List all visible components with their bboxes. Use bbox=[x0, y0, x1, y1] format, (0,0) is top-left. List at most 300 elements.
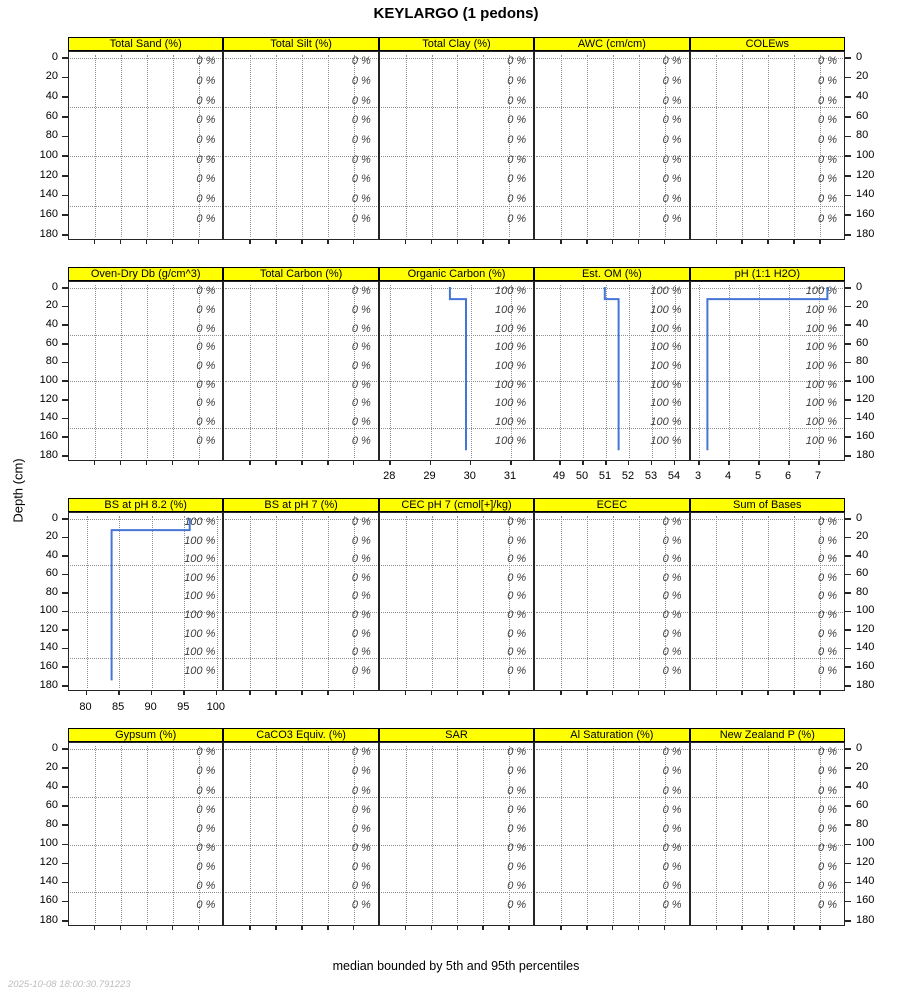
depth-tick-mark bbox=[845, 214, 851, 216]
depth-tick-label: 140 bbox=[856, 875, 875, 888]
x-axis-tick-label: 80 bbox=[79, 701, 92, 713]
footer-caption: median bounded by 5th and 95th percentiles bbox=[332, 959, 580, 973]
depth-tick-label: 0 bbox=[856, 511, 863, 524]
percent-label: 0 % bbox=[351, 646, 371, 659]
percent-label: 0 % bbox=[662, 590, 682, 603]
depth-tick-mark bbox=[62, 195, 68, 197]
x-tick-mark bbox=[664, 240, 666, 244]
percent-label: 100 % bbox=[805, 397, 837, 410]
depth-tick-label: 140 bbox=[39, 875, 58, 888]
percent-label: 0 % bbox=[818, 880, 837, 893]
percent-label: 0 % bbox=[507, 516, 527, 529]
x-tick-mark bbox=[788, 461, 790, 465]
percent-label: 0 % bbox=[351, 285, 371, 298]
strip-label: Organic Carbon (%) bbox=[407, 268, 506, 280]
x-tick-mark bbox=[249, 691, 251, 695]
depth-tick-mark bbox=[62, 324, 68, 326]
x-tick-mark bbox=[405, 691, 407, 695]
percent-label: 0 % bbox=[351, 899, 371, 912]
percent-label: 0 % bbox=[818, 173, 837, 186]
percent-label: 0 % bbox=[196, 880, 216, 893]
percent-label: 0 % bbox=[818, 784, 837, 797]
depth-tick-label: 80 bbox=[856, 585, 869, 598]
depth-tick-label: 160 bbox=[856, 429, 875, 442]
percent-label: 0 % bbox=[351, 303, 371, 316]
depth-tick-mark bbox=[845, 844, 851, 846]
x-tick-mark bbox=[628, 461, 630, 465]
x-tick-mark bbox=[612, 926, 614, 930]
depth-tick-mark bbox=[845, 418, 851, 420]
percent-label: 100 % bbox=[805, 359, 837, 372]
percent-label: 0 % bbox=[196, 322, 216, 335]
depth-tick-mark bbox=[62, 57, 68, 59]
depth-tick-mark bbox=[845, 175, 851, 177]
x-axis-tick-label: 95 bbox=[177, 701, 190, 713]
depth-tick-mark bbox=[62, 629, 68, 631]
percent-label: 0 % bbox=[662, 134, 682, 147]
strip-bs-at-ph-7 bbox=[223, 498, 378, 512]
depth-tick-label: 60 bbox=[856, 336, 869, 349]
percent-label: 0 % bbox=[507, 75, 527, 88]
x-axis-tick-label: 90 bbox=[144, 701, 157, 713]
percent-label: 0 % bbox=[662, 193, 682, 206]
percent-label: 100 % bbox=[805, 341, 837, 354]
strip-cec-ph-7-cmol-kg bbox=[379, 498, 534, 512]
percent-label: 0 % bbox=[662, 55, 682, 68]
strip-label: BS at pH 7 (%) bbox=[264, 499, 338, 511]
depth-tick-label: 0 bbox=[51, 511, 58, 524]
x-tick-mark bbox=[94, 461, 96, 465]
strip-label: BS at pH 8.2 (%) bbox=[104, 499, 187, 511]
percent-label: 0 % bbox=[196, 899, 216, 912]
percent-label: 0 % bbox=[507, 94, 527, 107]
percent-label: 0 % bbox=[351, 860, 371, 873]
x-tick-mark bbox=[275, 461, 277, 465]
x-axis-tick-label: 29 bbox=[423, 470, 436, 482]
depth-tick-label: 60 bbox=[45, 567, 58, 580]
x-tick-mark bbox=[249, 926, 251, 930]
depth-tick-mark bbox=[845, 77, 851, 79]
depth-tick-label: 80 bbox=[45, 355, 58, 368]
depth-tick-label: 0 bbox=[856, 741, 863, 754]
percent-label: 0 % bbox=[662, 94, 682, 107]
panel-al-saturation bbox=[534, 742, 689, 926]
percent-label: 0 % bbox=[507, 880, 527, 893]
grid-line-vertical bbox=[432, 516, 433, 688]
percent-label: 0 % bbox=[818, 646, 837, 659]
panel-gypsum bbox=[68, 742, 223, 926]
x-tick-mark bbox=[664, 691, 666, 695]
strip-label: Total Silt (%) bbox=[270, 38, 332, 50]
strip-label: Est. OM (%) bbox=[581, 268, 642, 280]
depth-tick-label: 100 bbox=[856, 148, 875, 161]
grid-line-vertical bbox=[95, 746, 96, 923]
x-axis-tick-label: 85 bbox=[111, 701, 125, 713]
x-tick-mark bbox=[482, 691, 484, 695]
depth-tick-label: 80 bbox=[856, 817, 869, 830]
percent-label: 0 % bbox=[351, 322, 371, 335]
strip-sar bbox=[379, 728, 534, 742]
depth-tick-mark bbox=[62, 611, 68, 613]
percent-label: 0 % bbox=[196, 303, 216, 316]
x-tick-mark bbox=[275, 926, 277, 930]
percent-label: 0 % bbox=[196, 860, 216, 873]
depth-tick-label: 40 bbox=[45, 89, 58, 102]
x-tick-mark bbox=[651, 461, 653, 465]
percent-label: 0 % bbox=[507, 899, 527, 912]
x-tick-mark bbox=[508, 691, 510, 695]
x-axis-tick-label: 53 bbox=[644, 470, 658, 482]
x-tick-mark bbox=[582, 461, 584, 465]
percent-label: 0 % bbox=[818, 746, 837, 759]
percent-label: 100 % bbox=[184, 646, 216, 659]
x-tick-mark bbox=[510, 461, 512, 465]
x-axis-tick-label: 30 bbox=[463, 470, 476, 482]
percent-label: 0 % bbox=[818, 212, 837, 225]
percent-label: 0 % bbox=[662, 516, 682, 529]
percent-label: 100 % bbox=[650, 378, 682, 391]
x-tick-mark bbox=[470, 461, 472, 465]
strip-label: COLEws bbox=[745, 38, 789, 50]
panel-oven-dry-db-g-cm-3 bbox=[68, 281, 223, 461]
median-profile-line bbox=[379, 281, 534, 461]
depth-tick-label: 20 bbox=[45, 760, 58, 773]
depth-tick-mark bbox=[845, 287, 851, 289]
x-tick-mark bbox=[327, 461, 329, 465]
depth-tick-label: 20 bbox=[856, 760, 869, 773]
percent-label: 100 % bbox=[650, 415, 682, 428]
strip-label: Gypsum (%) bbox=[115, 729, 177, 741]
percent-label: 0 % bbox=[351, 880, 371, 893]
x-tick-mark bbox=[728, 461, 730, 465]
x-tick-mark bbox=[216, 691, 218, 695]
grid-line-vertical bbox=[587, 516, 588, 688]
percent-label: 0 % bbox=[818, 822, 837, 835]
depth-tick-mark bbox=[62, 399, 68, 401]
depth-tick-mark bbox=[62, 77, 68, 79]
percent-label: 0 % bbox=[818, 534, 837, 547]
depth-tick-label: 120 bbox=[856, 168, 875, 181]
percent-label: 0 % bbox=[196, 94, 216, 107]
figure-title: KEYLARGO (1 pedons) bbox=[373, 5, 539, 22]
x-tick-mark bbox=[559, 461, 561, 465]
percent-label: 0 % bbox=[507, 553, 527, 566]
strip-caco3-equiv bbox=[223, 728, 378, 742]
x-tick-mark bbox=[482, 926, 484, 930]
x-tick-mark bbox=[793, 240, 795, 244]
x-tick-mark bbox=[120, 240, 122, 244]
percent-label: 0 % bbox=[196, 822, 216, 835]
depth-tick-mark bbox=[845, 155, 851, 157]
percent-label: 100 % bbox=[184, 516, 216, 529]
percent-label: 0 % bbox=[662, 608, 682, 621]
panel-ecec bbox=[534, 512, 689, 691]
grid-line-vertical bbox=[742, 516, 743, 688]
x-tick-mark bbox=[301, 926, 303, 930]
depth-tick-label: 120 bbox=[39, 622, 58, 635]
percent-label: 0 % bbox=[662, 664, 682, 677]
percent-label: 0 % bbox=[196, 193, 216, 206]
depth-tick-label: 0 bbox=[51, 741, 58, 754]
percent-label: 0 % bbox=[507, 173, 527, 186]
depth-tick-label: 140 bbox=[856, 641, 875, 654]
x-tick-mark bbox=[674, 461, 676, 465]
depth-tick-mark bbox=[62, 234, 68, 236]
strip-label: pH (1:1 H2O) bbox=[734, 268, 800, 280]
depth-tick-label: 20 bbox=[45, 299, 58, 312]
percent-label: 100 % bbox=[494, 322, 527, 335]
depth-tick-mark bbox=[845, 611, 851, 613]
percent-label: 0 % bbox=[351, 415, 371, 428]
percent-label: 0 % bbox=[351, 114, 371, 127]
depth-tick-mark bbox=[845, 901, 851, 903]
x-tick-mark bbox=[819, 240, 821, 244]
x-tick-mark bbox=[146, 926, 148, 930]
depth-tick-label: 40 bbox=[45, 317, 58, 330]
x-tick-mark bbox=[431, 240, 433, 244]
x-axis-tick-label: 50 bbox=[575, 470, 589, 482]
x-tick-mark bbox=[819, 926, 821, 930]
percent-label: 0 % bbox=[507, 784, 527, 797]
depth-tick-label: 80 bbox=[856, 129, 869, 142]
depth-tick-mark bbox=[845, 920, 851, 922]
percent-label: 100 % bbox=[184, 664, 216, 677]
percent-label: 0 % bbox=[818, 516, 837, 529]
median-profile-line bbox=[690, 281, 845, 461]
depth-tick-mark bbox=[845, 863, 851, 865]
percent-label: 0 % bbox=[351, 193, 371, 206]
x-tick-mark bbox=[327, 926, 329, 930]
x-tick-mark bbox=[353, 691, 355, 695]
x-tick-mark bbox=[758, 461, 760, 465]
percent-label: 0 % bbox=[507, 664, 527, 677]
depth-tick-label: 100 bbox=[856, 373, 875, 386]
depth-tick-label: 60 bbox=[856, 798, 869, 811]
depth-tick-mark bbox=[845, 96, 851, 98]
x-tick-mark bbox=[716, 926, 718, 930]
x-tick-mark bbox=[767, 926, 769, 930]
percent-label: 100 % bbox=[184, 534, 216, 547]
x-tick-mark bbox=[353, 461, 355, 465]
grid-line-vertical bbox=[250, 516, 251, 688]
percent-label: 100 % bbox=[650, 397, 682, 410]
percent-label: 0 % bbox=[818, 860, 837, 873]
percent-label: 0 % bbox=[196, 134, 216, 147]
depth-tick-label: 120 bbox=[856, 622, 875, 635]
x-tick-mark bbox=[612, 240, 614, 244]
percent-label: 0 % bbox=[351, 75, 371, 88]
percent-label: 0 % bbox=[351, 173, 371, 186]
x-axis-tick-label: 28 bbox=[383, 470, 396, 482]
percent-label: 0 % bbox=[662, 803, 682, 816]
x-tick-mark bbox=[172, 240, 174, 244]
strip-bs-at-ph-8-2 bbox=[68, 498, 223, 512]
percent-label: 0 % bbox=[351, 664, 371, 677]
depth-tick-label: 100 bbox=[39, 373, 58, 386]
depth-tick-label: 60 bbox=[856, 109, 869, 122]
percent-label: 100 % bbox=[805, 415, 837, 428]
strip-label: AWC (cm/cm) bbox=[577, 38, 646, 50]
x-tick-mark bbox=[560, 926, 562, 930]
x-tick-mark bbox=[172, 926, 174, 930]
percent-label: 0 % bbox=[351, 765, 371, 778]
strip-gypsum bbox=[68, 728, 223, 742]
percent-label: 0 % bbox=[196, 434, 216, 447]
panel-sum-of-bases bbox=[690, 512, 845, 691]
percent-label: 0 % bbox=[662, 822, 682, 835]
percent-label: 0 % bbox=[662, 534, 682, 547]
percent-label: 0 % bbox=[507, 571, 527, 584]
depth-tick-label: 0 bbox=[51, 280, 58, 293]
depth-tick-mark bbox=[845, 748, 851, 750]
percent-label: 0 % bbox=[507, 765, 527, 778]
percent-label: 0 % bbox=[662, 765, 682, 778]
x-axis-tick-label: 6 bbox=[784, 470, 792, 482]
strip-oven-dry-db-g-cm-3 bbox=[68, 267, 223, 281]
depth-tick-mark bbox=[845, 629, 851, 631]
x-axis-tick-label: 7 bbox=[814, 470, 822, 482]
percent-label: 100 % bbox=[650, 359, 682, 372]
depth-tick-mark bbox=[62, 136, 68, 138]
grid-line-vertical bbox=[716, 746, 717, 923]
depth-tick-mark bbox=[62, 418, 68, 420]
grid-line-vertical bbox=[121, 746, 122, 923]
x-tick-mark bbox=[612, 691, 614, 695]
percent-label: 0 % bbox=[196, 803, 216, 816]
x-axis-tick-label: 3 bbox=[694, 470, 702, 482]
depth-tick-label: 20 bbox=[45, 70, 58, 83]
percent-label: 0 % bbox=[196, 784, 216, 797]
percent-label: 0 % bbox=[196, 285, 216, 298]
x-axis-tick-label: 31 bbox=[503, 470, 517, 482]
grid-line-vertical bbox=[250, 55, 251, 237]
x-tick-mark bbox=[741, 926, 743, 930]
depth-tick-mark bbox=[845, 648, 851, 650]
percent-label: 100 % bbox=[494, 378, 527, 391]
depth-tick-label: 60 bbox=[45, 109, 58, 122]
grid-line-vertical bbox=[250, 285, 251, 458]
percent-label: 0 % bbox=[662, 784, 682, 797]
percent-label: 0 % bbox=[818, 553, 837, 566]
depth-tick-mark bbox=[62, 306, 68, 308]
depth-tick-label: 140 bbox=[39, 411, 58, 424]
grid-line-vertical bbox=[276, 746, 277, 923]
depth-tick-label: 140 bbox=[39, 188, 58, 201]
percent-label: 0 % bbox=[818, 899, 837, 912]
depth-tick-mark bbox=[845, 380, 851, 382]
panel-caco3-equiv bbox=[223, 742, 378, 926]
grid-line-vertical bbox=[406, 746, 407, 923]
percent-label: 0 % bbox=[351, 94, 371, 107]
x-tick-mark bbox=[275, 240, 277, 244]
percent-label: 0 % bbox=[818, 803, 837, 816]
x-tick-mark bbox=[353, 926, 355, 930]
grid-line-vertical bbox=[742, 746, 743, 923]
grid-line-vertical bbox=[742, 55, 743, 237]
depth-tick-label: 60 bbox=[45, 336, 58, 349]
percent-label: 100 % bbox=[650, 434, 682, 447]
depth-tick-mark bbox=[845, 882, 851, 884]
depth-tick-mark bbox=[62, 901, 68, 903]
percent-label: 0 % bbox=[507, 746, 527, 759]
depth-tick-label: 180 bbox=[856, 227, 875, 240]
percent-label: 100 % bbox=[805, 285, 837, 298]
grid-line-vertical bbox=[121, 285, 122, 458]
percent-label: 100 % bbox=[805, 303, 837, 316]
x-tick-mark bbox=[638, 691, 640, 695]
x-tick-mark bbox=[275, 691, 277, 695]
depth-tick-label: 80 bbox=[45, 585, 58, 598]
percent-label: 0 % bbox=[662, 173, 682, 186]
x-tick-mark bbox=[94, 240, 96, 244]
percent-label: 0 % bbox=[351, 212, 371, 225]
depth-tick-mark bbox=[62, 537, 68, 539]
depth-tick-label: 40 bbox=[45, 548, 58, 561]
panel-total-sand bbox=[68, 51, 223, 240]
panel-cec-ph-7-cmol-kg bbox=[379, 512, 534, 691]
percent-label: 0 % bbox=[507, 55, 527, 68]
percent-label: 100 % bbox=[494, 303, 527, 316]
percent-label: 0 % bbox=[351, 55, 371, 68]
x-tick-mark bbox=[586, 691, 588, 695]
depth-tick-mark bbox=[845, 592, 851, 594]
x-tick-mark bbox=[482, 240, 484, 244]
percent-label: 100 % bbox=[184, 553, 216, 566]
depth-tick-mark bbox=[845, 824, 851, 826]
strip-est-om bbox=[534, 267, 689, 281]
depth-tick-mark bbox=[62, 920, 68, 922]
percent-label: 0 % bbox=[351, 359, 371, 372]
x-tick-mark bbox=[146, 240, 148, 244]
depth-tick-label: 160 bbox=[39, 894, 58, 907]
depth-tick-mark bbox=[62, 436, 68, 438]
percent-label: 0 % bbox=[196, 415, 216, 428]
percent-label: 0 % bbox=[662, 899, 682, 912]
depth-tick-mark bbox=[845, 306, 851, 308]
percent-label: 0 % bbox=[818, 571, 837, 584]
x-tick-mark bbox=[560, 240, 562, 244]
x-tick-mark bbox=[120, 926, 122, 930]
percent-label: 0 % bbox=[351, 134, 371, 147]
percent-label: 0 % bbox=[818, 75, 837, 88]
depth-tick-mark bbox=[845, 234, 851, 236]
percent-label: 0 % bbox=[196, 841, 216, 854]
percent-label: 0 % bbox=[662, 746, 682, 759]
depth-tick-mark bbox=[62, 748, 68, 750]
depth-tick-label: 40 bbox=[856, 548, 869, 561]
grid-line-vertical bbox=[276, 516, 277, 688]
depth-tick-mark bbox=[62, 518, 68, 520]
depth-tick-mark bbox=[845, 324, 851, 326]
strip-sum-of-bases bbox=[690, 498, 845, 512]
strip-label: SAR bbox=[445, 729, 468, 741]
strip-ecec bbox=[534, 498, 689, 512]
x-tick-mark bbox=[327, 691, 329, 695]
percent-label: 100 % bbox=[494, 341, 527, 354]
panel-sar bbox=[379, 742, 534, 926]
depth-tick-label: 100 bbox=[856, 837, 875, 850]
x-tick-mark bbox=[327, 240, 329, 244]
depth-tick-mark bbox=[845, 195, 851, 197]
grid-line-vertical bbox=[716, 55, 717, 237]
x-tick-mark bbox=[741, 691, 743, 695]
strip-label: CEC pH 7 (cmol[+]/kg) bbox=[401, 499, 512, 511]
depth-tick-label: 60 bbox=[45, 798, 58, 811]
grid-line-vertical bbox=[276, 55, 277, 237]
x-tick-mark bbox=[664, 926, 666, 930]
percent-label: 0 % bbox=[507, 803, 527, 816]
percent-label: 0 % bbox=[196, 397, 216, 410]
